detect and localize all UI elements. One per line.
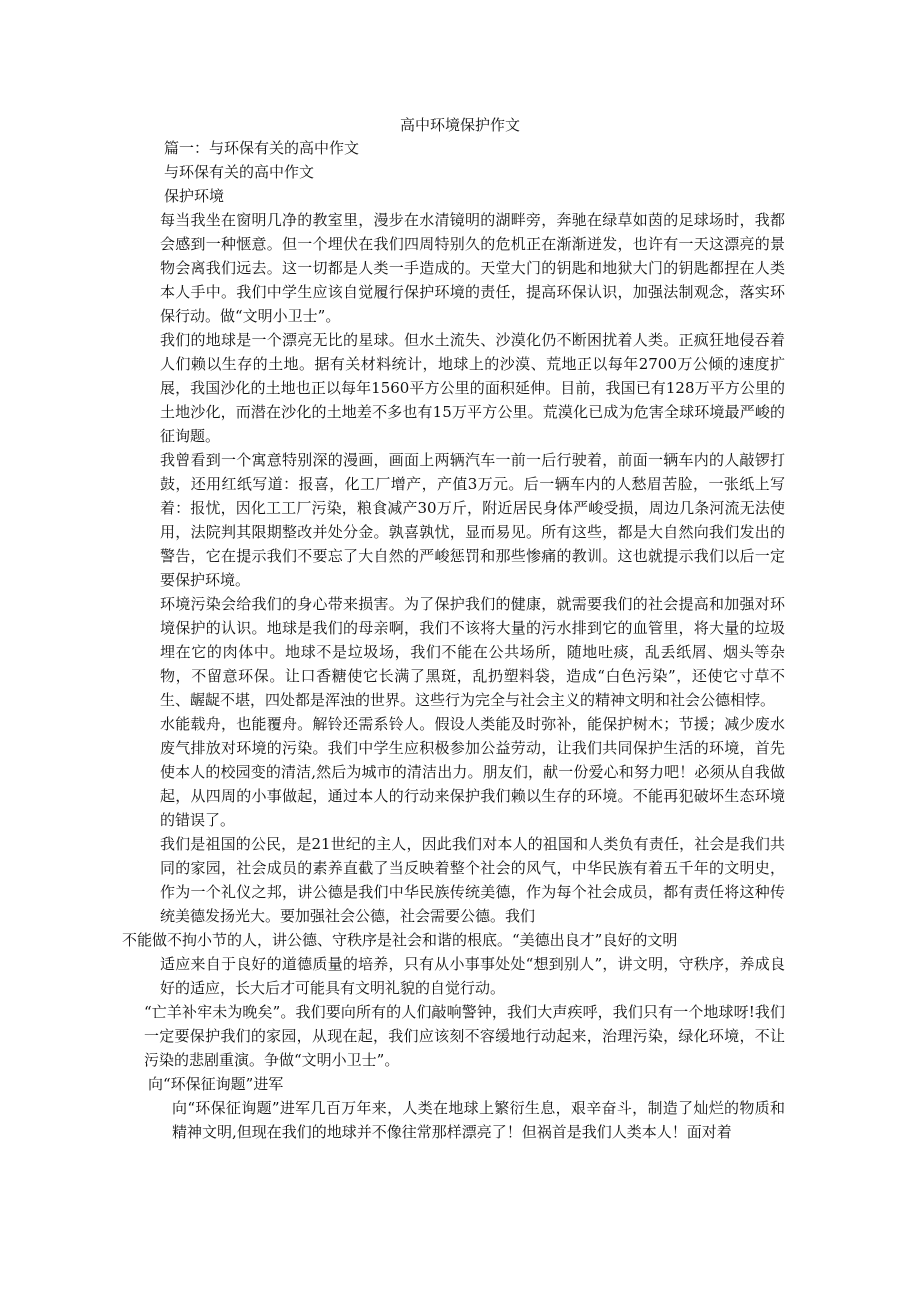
paragraph-4: 环境污染会给我们的身心带来损害。为了保护我们的健康，就需要我们的社会提高和加强对环境保护的认识。地球是我们的母亲啊，我们不该将大量的污水排到它的血管里，将大量的垃圾埋在它的肉体中。地球不是垃圾场，我们不能在公共场所，随地吐痰，乱丢纸屑、烟头等杂物，不留意环保。让口香糖使它长满了黑斑，乱扔塑料袋，造成“白色污染”，还使它寸草不生、龌龊不堪，四处都是浑浊的世界。这些行为完全与社会主义的精神文明和社会公德相悖。 <box>160 595 785 709</box>
paragraph-7: 适应来自于良好的道德质量的培养，只有从小事事处处“想到别人”，讲文明，守秩序，养成良好的适应，长大后才可能具有文明礼貌的自觉行动。 <box>160 955 785 997</box>
paragraph-6: 我们是祖国的公民，是21世纪的主人，因此我们对本人的祖国和人类负有责任，社会是我们共同的家园，社会成员的素养直截了当反映着整个社会的风气，中华民族有着五千年的文明史，作为一个礼仪之邦，讲公德是我们中华民族传统美德，作为每个社会成员，都有责任将这种传统美德发扬光大。要加强社会公德，社会需要公德。我们 <box>160 835 785 925</box>
document-title: 高中环境保护作文 <box>399 116 520 134</box>
heading-chapter-one: 篇一：与环保有关的高中作文 <box>164 139 360 157</box>
paragraph-2: 我们的地球是一个漂亮无比的星球。但水土流失、沙漠化仍不断困扰着人类。正疯狂地侵吞着人们赖以生存的土地。据有关材料统计，地球上的沙漠、荒地正以每年2700万公倾的速度扩展，我国沙化的土地也正以每年1560平方公里的面积延伸。目前，我国已有128万平方公里的土地沙化，而潜在沙化的土地差不多也有15万平方公里。荒漠化已成为危害全球环境最严峻的征询题。 <box>160 331 785 445</box>
heading-protect-environment: 保护环境 <box>164 187 225 205</box>
paragraph-3: 我曾看到一个寓意特别深的漫画，画面上两辆汽车一前一后行驶着，前面一辆车内的人敲锣打鼓，还用红纸写道：报喜，化工厂增产，产值3万元。后一辆车内的人愁眉苦脸，一张纸上写着：报忧，因化工工厂污染，粮食减产30万斤，附近居民身体严峻受损，周边几条河流无法使用，法院判其限期整改并处分金。孰喜孰忧，显而易见。所有这些，都是大自然向我们发出的警告，它在提示我们不要忘了大自然的严峻惩罚和那些惨痛的教训。这也就提示我们以后一定要保护环境。 <box>160 451 785 589</box>
paragraph-1: 每当我坐在窗明几净的教室里，漫步在水清镜明的湖畔旁，奔驰在绿草如茵的足球场时，我都会感到一种惬意。但一个埋伏在我们四周特别久的危机正在渐渐迸发，也许有一天这漂亮的景物会离我们远去。这一切都是人类一手造成的。天堂大门的钥匙和地狱大门的钥匙都捏在人类本人手中。我们中学生应该自觉履行保护环境的责任，提高环保认识，加强法制观念，落实环保行动。做“文明小卫士”。 <box>160 211 785 325</box>
paragraph-8: “亡羊补牢未为晚矣”。我们要向所有的人们敲响警钟，我们大声疾呼，我们只有一个地球呀!我们一定要保护我们的家园，从现在起，我们应该刻不容缓地行动起来，治理污染，绿化环境，不让污染的悲剧重演。争做“文明小卫士”。 <box>144 1003 785 1069</box>
paragraph-line-a: 不能做不拘小节的人，讲公德、守秩序是社会和谐的根底。“美德出良才”良好的文明 <box>122 931 678 949</box>
heading-essay-title: 与环保有关的高中作文 <box>164 163 315 181</box>
document-body <box>122 136 785 1144</box>
heading-march-on: 向“环保征询题”进军 <box>148 1075 284 1093</box>
paragraph-9: 向“环保征询题”进军几百万年来，人类在地球上繁衍生息，艰辛奋斗，制造了灿烂的物质和精神文明,但现在我们的地球并不像往常那样漂亮了！但祸首是我们人类本人！面对着 <box>172 1099 785 1141</box>
paragraph-5: 水能载舟，也能覆舟。解铃还需系铃人。假设人类能及时弥补，能保护树木；节援；减少废水废气排放对环境的污染。我们中学生应积极参加公益劳动，让我们共同保护生活的环境，首先使本人的校园变的清洁,然后为城市的清洁出力。朋友们，献一份爱心和努力吧！必须从自我做起，从四周的小事做起，通过本人的行动来保护我们赖以生存的环境。不能再犯破坏生态环境的错误了。 <box>160 715 785 829</box>
